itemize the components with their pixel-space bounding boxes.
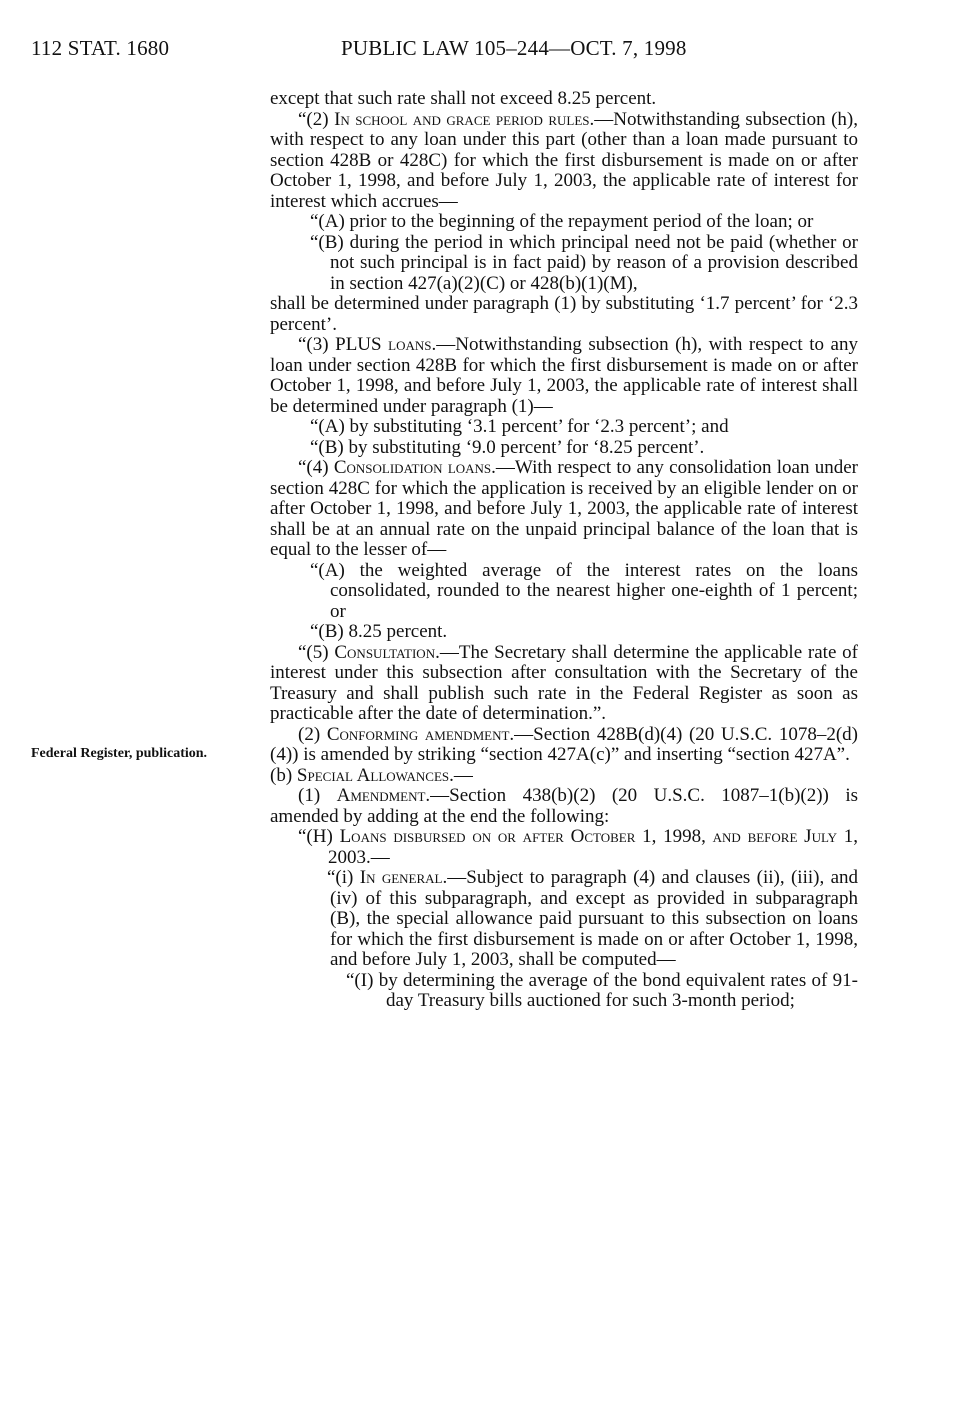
paragraph-amendment: (1) Amendment.—Section 438(b)(2) (20 U.S.C. 1087–1(b)(2)) is amended by adding at the end the following: [270,785,858,827]
margin-note-federal-register: Federal Register, publication. [31,746,208,761]
subparagraph: “(A) the weighted average of the interest rates on the loans consolidated, rounded to the nearest higher one-eighth of 1 percent; or [310,559,858,622]
paragraph: shall be determined under paragraph (1) by substituting ‘1.7 percent’ for ‘2.3 percent’. [270,293,858,335]
section-heading: Consolidation loans. [333,457,496,478]
section-heading: Special Allowances. [296,764,454,786]
section-heading: In general. [359,867,448,888]
subsection-b-special-allowances: (b) Special Allowances.— [270,764,473,786]
running-header-law: PUBLIC LAW 105–244—OCT. 7, 1998 [341,36,687,60]
subparagraph: “(B) by substituting ‘9.0 percent’ for ‘8.25 percent’. [310,436,705,458]
paragraph-2-in-school-grace: “(2) In school and grace period rules.—Notwithstanding subsection (h), with respect to any loan under this part (other than a loan made pursuant to section 428B or 428C) for which the first disbursement is made on or after October 1, 1998, and before July 1, 2003, the applicable rate of interest for interest which accrues— [270,108,858,212]
stat-page-number: 112 STAT. 1680 [31,36,170,60]
statute-text [270,89,858,1012]
subparagraph-h-heading: “(H) Loans disbursed on or after October 1, 1998, and before July 1, 2003.— [298,826,858,868]
clause-i-in-general: “(i) In general.—Subject to paragraph (4) and clauses (ii), (iii), and (iv) of this subparagraph, and except as provided in subparagraph (B), the special allowance paid pursuant to this subsection on loans for which the first disbursement is made on or after October 1, 1998, and before July 1, 2003, shall be computed— [327,867,859,970]
subparagraph: “(A) by substituting ‘3.1 percent’ for ‘2.3 percent’; and [310,416,729,437]
section-heading: Consultation. [334,641,440,663]
subparagraph: “(B) 8.25 percent. [310,621,448,642]
paragraph-3-plus-loans: “(3) PLUS loans.—Notwithstanding subsection (h), with respect to any loan under section 428B for which the first disbursement is made on or after October 1, 1998, and before July 1, 2003, the applicable rate of interest shall be determined under paragraph (1)— [270,334,858,417]
section-heading: In school and grace period rules. [334,108,595,130]
section-heading: Loans disbursed on or after October 1, 1998, and before July 1, 2003. [328,826,858,868]
paragraph-conforming-amendment: (2) Conforming amendment.—Section 428B(d)(4) (20 U.S.C. 1078–2(d)(4)) is amended by striking “section 427A(c)” and inserting “section 427A”. [270,723,858,765]
section-heading: loans. [388,334,437,355]
section-heading: Amendment. [336,785,431,806]
subparagraph: “(A) prior to the beginning of the repayment period of the loan; or [310,211,814,232]
paragraph-4-consolidation-loans: “(4) Consolidation loans.—With respect to any consolidation loan under section 428C for which the application is received by an eligible lender on or after October 1, 1998, and before July 1, 2003, the applicable rate of interest shall be at an annual rate on the unpaid principal balance of the loan that is equal to the lesser of— [270,457,858,560]
subparagraph: “(B) during the period in which principal need not be paid (whether or not such principal is in fact paid) by reason of a provision described in section 427(a)(2)(C) or 428(b)(1)(M), [310,231,858,294]
section-heading: Conforming amendment. [326,723,515,745]
paragraph-5-consultation: “(5) Consultation.—The Secretary shall determine the applicable rate of interest under this subsection after consultation with the Secretary of the Treasury and shall publish such rate in the Federal Register as soon as practicable after the date of determination.”. [270,641,858,724]
subclause: “(I) by determining the average of the bond equivalent rates of 91-day Treasury bills auctioned for such 3-month period; [346,969,858,1011]
paragraph: except that such rate shall not exceed 8.25 percent. [270,88,657,109]
